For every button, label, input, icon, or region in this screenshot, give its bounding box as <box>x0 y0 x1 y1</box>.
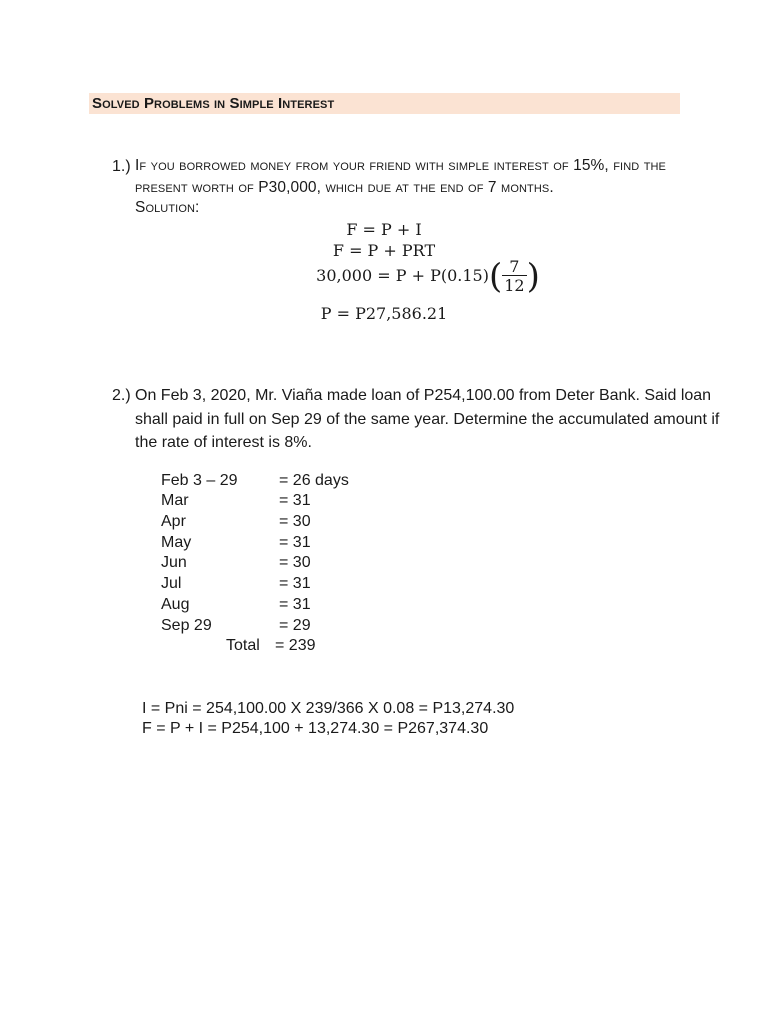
problem-2-line-1: On Feb 3, 2020, Mr. Viaña made loan of P254,100.00 from Deter Bank. Said loan <box>135 387 712 404</box>
days-row-value: = 26 days <box>279 472 349 489</box>
days-row-label: Jul <box>161 575 182 592</box>
days-row-label: Apr <box>161 513 186 530</box>
problem-2-line-2: shall paid in full on Sep 29 of the same year. Determine the accumulated amount if <box>135 411 720 428</box>
days-row-label: May <box>161 534 192 551</box>
equation-3-left: 30,000 = P + P(0.15) <box>316 266 489 285</box>
interest-calculation: I = Pni = 254,100.00 X 239/366 X 0.08 = P13,274.30 <box>142 700 515 717</box>
equation-2 <box>0 241 768 260</box>
total-value: = 239 <box>275 637 316 654</box>
left-paren: ( <box>488 256 503 297</box>
days-row-value: = 29 <box>279 617 311 634</box>
problem-2-number: 2.) <box>112 387 131 404</box>
section-heading: Solved Problems in Simple Interest <box>92 95 335 112</box>
equation-2-main: F = P + P <box>332 241 413 260</box>
future-value-calculation: F = P + I = P254,100 + 13,274.30 = P267,374.30 <box>142 720 489 737</box>
total-label: Total <box>226 637 260 654</box>
days-row-label: Sep 29 <box>161 617 212 634</box>
problem-1-line-1: If you borrowed money from your friend with simple interest of 15%, find the <box>135 157 666 174</box>
days-row-value: = 30 <box>279 554 311 571</box>
days-row-label: Feb 3 – 29 <box>161 472 238 489</box>
right-paren: ) <box>526 256 540 297</box>
problem-1-line-2: present worth of P30,000, which due at the end of 7 months. <box>135 179 554 196</box>
problem-1-number: 1.) <box>112 158 131 175</box>
days-row-value: = 31 <box>279 492 311 509</box>
equation-4: P = P27,586.21 <box>320 304 448 323</box>
equation-2-rt: RT <box>412 241 436 260</box>
days-row-label: Jun <box>161 554 187 571</box>
days-row-value: = 30 <box>279 513 311 530</box>
days-row-label: Aug <box>161 596 190 613</box>
fraction <box>502 259 526 294</box>
days-row-value: = 31 <box>279 596 311 613</box>
solution-label: Solution: <box>135 199 200 216</box>
equation-1: F = P + I <box>346 220 422 239</box>
days-row-value: = 31 <box>279 534 311 551</box>
fraction-denominator: 12 <box>504 276 525 295</box>
problem-2-line-3: the rate of interest is 8%. <box>135 434 312 451</box>
days-row-value: = 31 <box>279 575 311 592</box>
fraction-numerator: 7 <box>502 259 526 276</box>
days-row-label: Mar <box>161 492 189 509</box>
equation-3 <box>44 256 768 305</box>
